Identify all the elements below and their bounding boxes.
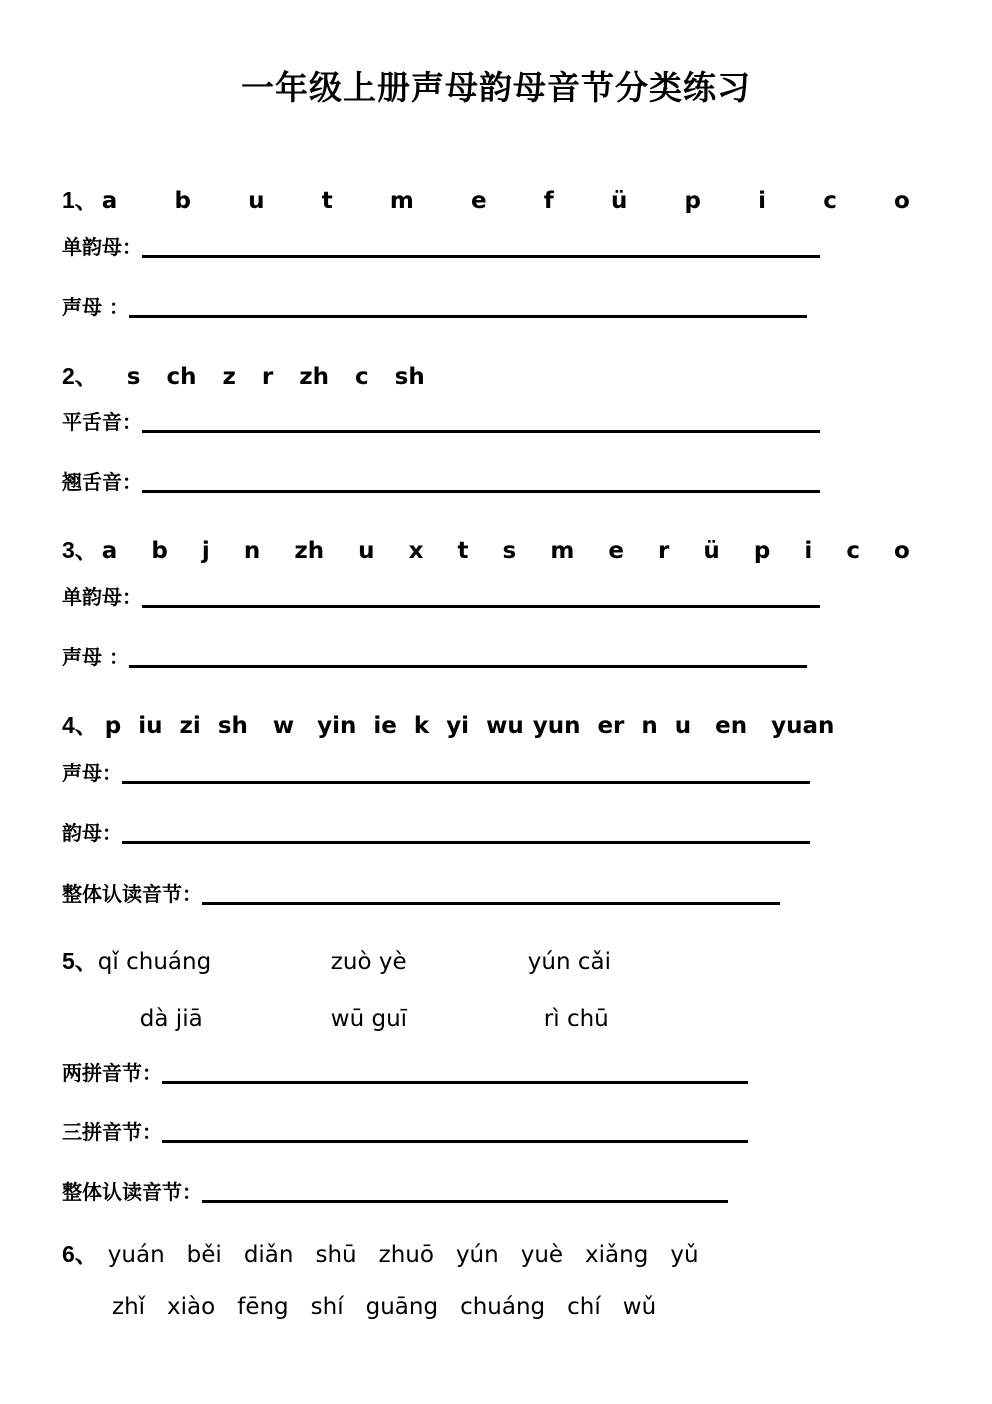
letter-token: a xyxy=(101,188,118,214)
answer-row-zhengti-4[interactable] xyxy=(62,884,822,906)
letter-token: ch xyxy=(166,364,197,390)
question-6-row-1 xyxy=(62,1236,699,1269)
syllable-word: rì chū xyxy=(543,1006,609,1032)
letter-token: p xyxy=(684,188,701,214)
letter-token: j xyxy=(201,538,210,564)
question-2-letters xyxy=(62,358,425,391)
answer-row-sanpin[interactable] xyxy=(62,1122,782,1144)
letter-token: yuan xyxy=(771,713,835,739)
letter-token: a xyxy=(101,538,118,564)
answer-label: 整体认读音节： xyxy=(62,882,202,906)
answer-blank-line[interactable] xyxy=(129,665,807,668)
answer-row-shengmu-3[interactable] xyxy=(62,647,852,669)
answer-row-qiaoshe[interactable] xyxy=(62,472,852,494)
letter-token: wu xyxy=(486,713,524,739)
syllable-word: wǔ xyxy=(622,1294,657,1320)
letter-token: yi xyxy=(446,713,470,739)
letter-token: ü xyxy=(703,538,720,564)
letter-token: t xyxy=(457,538,469,564)
letter-token: iu xyxy=(138,713,163,739)
answer-row-pingshe[interactable] xyxy=(62,412,852,434)
letter-token: s xyxy=(502,538,517,564)
answer-blank-line[interactable] xyxy=(162,1140,748,1143)
letter-token: zh xyxy=(299,364,330,390)
letter-token: i xyxy=(804,538,813,564)
answer-blank-line[interactable] xyxy=(142,255,820,258)
letter-token: sh xyxy=(394,364,425,390)
answer-row-liangpin[interactable] xyxy=(62,1063,782,1085)
syllable-word: xiǎng xyxy=(585,1242,649,1268)
syllable-word: diǎn xyxy=(243,1242,294,1268)
answer-blank-line[interactable] xyxy=(202,1200,728,1203)
syllable-word: yuè xyxy=(520,1242,564,1268)
syllable-word: yún xyxy=(455,1242,499,1268)
answer-blank-line[interactable] xyxy=(162,1081,748,1084)
question-1-letters xyxy=(62,182,910,215)
answer-row-yunmu-4[interactable] xyxy=(62,823,822,845)
question-3-number: 3、 xyxy=(62,537,98,563)
answer-blank-line[interactable] xyxy=(122,841,810,844)
question-1-number: 1、 xyxy=(62,187,98,213)
answer-row-danyunmu-1[interactable] xyxy=(62,237,852,259)
question-6-number: 6、 xyxy=(62,1241,98,1267)
syllable-word: guāng xyxy=(365,1294,439,1320)
letter-token: f xyxy=(543,188,554,214)
answer-row-zhengti-5[interactable] xyxy=(62,1182,782,1204)
letter-token: en xyxy=(715,713,748,739)
answer-blank-line[interactable] xyxy=(142,605,820,608)
letter-token: e xyxy=(608,538,624,564)
letter-token: c xyxy=(846,538,860,564)
letter-token: i xyxy=(758,188,767,214)
page-title: 一年级上册声母韵母音节分类练习 xyxy=(241,68,751,107)
question-5-row-1 xyxy=(62,943,611,976)
question-3-letters xyxy=(62,532,910,565)
letter-token: u xyxy=(358,538,375,564)
syllable-word: dà jiā xyxy=(139,1006,203,1032)
answer-label: 韵母： xyxy=(62,821,122,845)
syllable-word: wū guī xyxy=(330,1006,408,1032)
answer-label: 整体认读音节： xyxy=(62,1180,202,1204)
syllable-word: qǐ chuáng xyxy=(97,949,212,975)
answer-blank-line[interactable] xyxy=(129,315,807,318)
syllable-word: zuò yè xyxy=(330,949,407,975)
letter-token: t xyxy=(321,188,333,214)
syllable-word: yún cǎi xyxy=(527,949,612,975)
question-6-row-2 xyxy=(112,1294,656,1320)
letter-token: m xyxy=(389,188,414,214)
letter-token: b xyxy=(151,538,168,564)
answer-row-shengmu-1[interactable] xyxy=(62,297,852,319)
question-5-row-2 xyxy=(62,1000,609,1033)
answer-row-shengmu-4[interactable] xyxy=(62,763,822,785)
question-2-number: 2、 xyxy=(62,363,98,389)
answer-label: 三拼音节： xyxy=(62,1120,162,1144)
question-3-letter-list xyxy=(102,538,910,564)
question-1-letter-list xyxy=(102,188,910,214)
letter-token: k xyxy=(413,713,430,739)
letter-token: r xyxy=(261,364,274,390)
letter-token: r xyxy=(658,538,670,564)
answer-label: 单韵母： xyxy=(62,585,142,609)
letter-token: p xyxy=(104,713,122,739)
answer-blank-line[interactable] xyxy=(142,490,820,493)
syllable-word: fēng xyxy=(237,1294,289,1320)
letter-token: w xyxy=(272,713,295,739)
answer-label: 声母 ： xyxy=(62,295,129,319)
letter-token: z xyxy=(222,364,236,390)
letter-token: m xyxy=(550,538,575,564)
question-5-number: 5、 xyxy=(62,948,98,974)
answer-label: 平舌音： xyxy=(62,410,142,434)
letter-token: p xyxy=(753,538,771,564)
letter-token: e xyxy=(471,188,487,214)
letter-token: s xyxy=(126,364,141,390)
letter-token: ü xyxy=(610,188,628,214)
syllable-word: shí xyxy=(310,1294,344,1320)
letter-token: c xyxy=(823,188,837,214)
syllable-word: yuán xyxy=(107,1242,165,1268)
question-4-number: 4、 xyxy=(62,712,98,738)
letter-token: x xyxy=(408,538,424,564)
letter-token: yun xyxy=(532,713,581,739)
letter-token: u xyxy=(674,713,692,739)
syllable-word: běi xyxy=(186,1242,222,1268)
syllable-word: yǔ xyxy=(670,1242,699,1268)
letter-token: n xyxy=(243,538,261,564)
answer-row-danyunmu-3[interactable] xyxy=(62,587,852,609)
syllable-word: zhǐ xyxy=(112,1294,146,1320)
syllable-word: shū xyxy=(315,1242,357,1268)
letter-token: yin xyxy=(317,713,357,739)
letter-token: o xyxy=(894,538,910,564)
letter-token: n xyxy=(641,713,658,739)
answer-label: 单韵母： xyxy=(62,235,142,259)
answer-label: 声母 ： xyxy=(62,645,129,669)
syllable-word: xiào xyxy=(167,1294,216,1320)
letter-token: b xyxy=(174,188,191,214)
letter-token: sh xyxy=(217,713,248,739)
answer-blank-line[interactable] xyxy=(142,430,820,433)
letter-token: o xyxy=(894,188,910,214)
syllable-word: chuáng xyxy=(460,1294,546,1320)
question-4-letters xyxy=(62,707,834,740)
letter-token: zh xyxy=(294,538,325,564)
answer-label: 两拼音节： xyxy=(62,1061,162,1085)
letter-token: c xyxy=(355,364,369,390)
syllable-word: chí xyxy=(567,1294,601,1320)
letter-token: zi xyxy=(179,713,201,739)
answer-label: 声母： xyxy=(62,761,122,785)
answer-label: 翘舌音： xyxy=(62,470,142,494)
letter-token: ie xyxy=(373,713,397,739)
syllable-word: zhuō xyxy=(378,1242,434,1268)
answer-blank-line[interactable] xyxy=(122,781,810,784)
letter-token: er xyxy=(597,713,625,739)
answer-blank-line[interactable] xyxy=(202,902,780,905)
letter-token: u xyxy=(248,188,265,214)
